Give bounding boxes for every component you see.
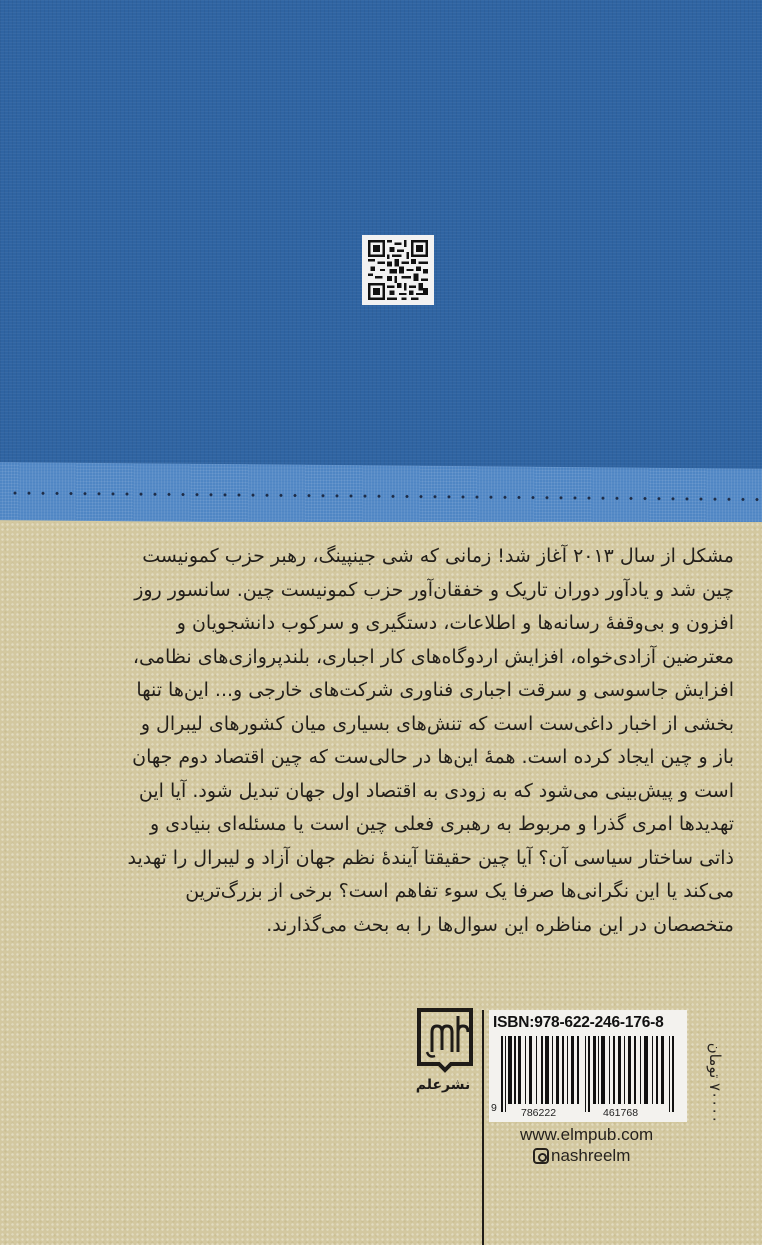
blurb-line: باز و چین ایجاد کرده است. همهٔ این‌ها در حالی‌ست که چین اقتصاد دوم جهان <box>132 746 734 768</box>
instagram-handle: nashreelm <box>551 1146 631 1165</box>
blurb-line: بخشی از اخبار داغی‌ست است که تنش‌های بسیاری میان کشورهای لیبرال و <box>140 712 734 735</box>
instagram-icon <box>533 1148 549 1164</box>
book-logo-icon <box>415 1006 477 1076</box>
blurb-line: تهدیدها امری گذرا و مربوط به رهبری فعلی چین است یا مسئله‌ای بنیادی و <box>150 813 734 835</box>
isbn-barcode-box <box>489 1010 687 1122</box>
blurb-line: می‌کند یا این نگرانی‌ها صرفا یک سوء تفاهم است؟ برخی از بزرگ‌ترین <box>185 880 734 902</box>
qr-code[interactable] <box>362 235 434 305</box>
back-cover-blurb <box>62 540 734 942</box>
blurb-line: متخصصان در این مناظره این سوال‌ها را به بحث می‌گذارند. <box>266 913 734 936</box>
barcode-icon <box>501 1036 681 1112</box>
blurb-line: ذاتی ساختار سیاسی آن؟ آیا چین حقیقتا آیندهٔ نظم جهان آزاد و لیبرال را تهدید <box>127 846 734 869</box>
barcode-digit-lead: 9 <box>491 1102 497 1114</box>
isbn-label: ISBN:978-622-246-176-8 <box>493 1014 664 1031</box>
barcode-digits-group-2: 461768 <box>603 1107 639 1119</box>
blurb-line: معترضین آزادی‌خواه، افزایش اردوگاه‌های کار اجباری، بلندپروازی‌های نظامی، <box>132 645 734 668</box>
blurb-line: چین شد و یادآور دوران تاریک و خفقان‌آور حزب کمونیست چین. سانسور روز <box>134 578 734 601</box>
publisher-instagram-link[interactable] <box>533 1146 630 1166</box>
publisher-website-link[interactable]: www.elmpub.com <box>520 1125 654 1144</box>
blurb-line: افزون و بی‌وقفهٔ رسانه‌ها و اطلاعات، دستگیری و سرکوب دانشجویان و <box>176 612 734 634</box>
barcode-digits-group-1: 786222 <box>521 1107 557 1119</box>
price-label <box>700 1018 730 1148</box>
blurb-line: افزایش جاسوسی و سرقت اجباری فناوری شرکت‌های خارجی و... این‌ها تنها <box>136 679 734 701</box>
blurb-line: است و پیش‌بینی می‌شود که به زودی به اقتصاد اول جهان تبدیل شود. آیا این <box>138 779 734 802</box>
publisher-name: نشرعلم <box>415 1077 471 1093</box>
price-text: ۷۰۰۰۰ تومان <box>706 1042 724 1124</box>
blurb-line: مشکل از سال ۲۰۱۳ آغاز شد! زمانی که شی جینپینگ، رهبر حزب کمونیست <box>142 545 734 567</box>
qr-code-icon <box>367 240 429 300</box>
vertical-divider-line <box>482 1010 484 1245</box>
